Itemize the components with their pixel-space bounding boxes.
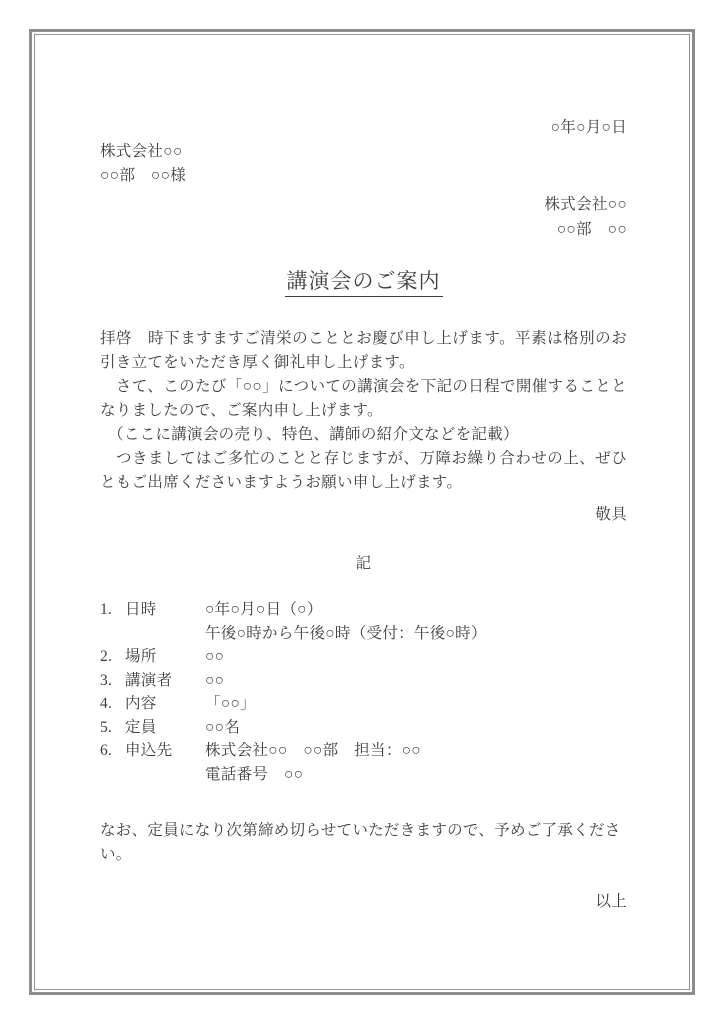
sender-block [100, 192, 627, 242]
list-item-application [100, 739, 627, 763]
item-value-continued: 午後○時から午後○時（受付：午後○時） [205, 624, 487, 642]
item-label: 講演者 [125, 671, 173, 689]
list-item-speaker [100, 669, 627, 693]
item-label: 申込先 [125, 742, 173, 759]
item-label: 内容 [125, 695, 157, 712]
list-item-datetime [100, 598, 627, 622]
list-item-capacity [100, 716, 627, 740]
record-heading: 記 [355, 555, 372, 572]
list-item-place [100, 645, 627, 669]
item-value: ○○ [205, 671, 225, 689]
date-line: ○年○月○日 [550, 119, 627, 136]
item-value: 「○○」 [205, 695, 256, 712]
body-paragraph-3: （ここに講演会の売り、特色、講師の紹介文などを記載） [100, 426, 519, 443]
sender-company: 株式会社○○ [544, 196, 627, 213]
note-text: なお、定員になり次第締め切らせていただきますので、予めご了承ください。 [100, 822, 621, 863]
item-value: 株式会社○○ ○○部 担当：○○ [205, 742, 421, 759]
item-number: 4. [100, 695, 113, 712]
title-wrap [100, 269, 627, 297]
recipient-person: ○○部 ○○様 [100, 167, 187, 184]
list-item-content [100, 692, 627, 716]
item-value: ○年○月○日（○） [205, 601, 323, 618]
body-paragraph-1: 拝啓 時下ますますご清栄のこととお慶び申し上げます。平素は格別のお引き立てをいただき厚く御礼申し上げます。 [100, 330, 627, 371]
item-label: 場所 [125, 648, 157, 665]
item-number: 3. [100, 671, 113, 689]
item-value-continued: 電話番号 ○○ [205, 765, 304, 783]
item-label: 日時 [125, 601, 157, 618]
letter-content [36, 36, 688, 988]
end-mark: 以上 [595, 893, 627, 910]
item-number: 5. [100, 718, 113, 736]
closing-keigu: 敬具 [595, 506, 627, 523]
item-value: ○○ [205, 648, 225, 665]
sender-department: ○○部 ○○ [556, 221, 627, 238]
details-list [100, 598, 627, 786]
item-number: 1. [100, 601, 113, 618]
item-value: ○○名 [205, 718, 241, 736]
item-label: 定員 [125, 718, 157, 736]
item-number: 6. [100, 742, 113, 759]
recipient-block [100, 140, 627, 188]
item-number: 2. [100, 648, 113, 665]
body-block [100, 327, 627, 495]
recipient-company: 株式会社○○ [100, 143, 183, 160]
body-paragraph-4: つきましてはご多忙のことと存じますが、万障お繰り合わせの上、ぜひともご出席くださいますようお願い申し上げます。 [100, 450, 627, 491]
page-title: 講演会のご案内 [285, 269, 443, 297]
body-paragraph-2: さて、このたび「○○」についての講演会を下記の日程で開催することとなりましたので、ご案内申し上げます。 [100, 378, 627, 419]
